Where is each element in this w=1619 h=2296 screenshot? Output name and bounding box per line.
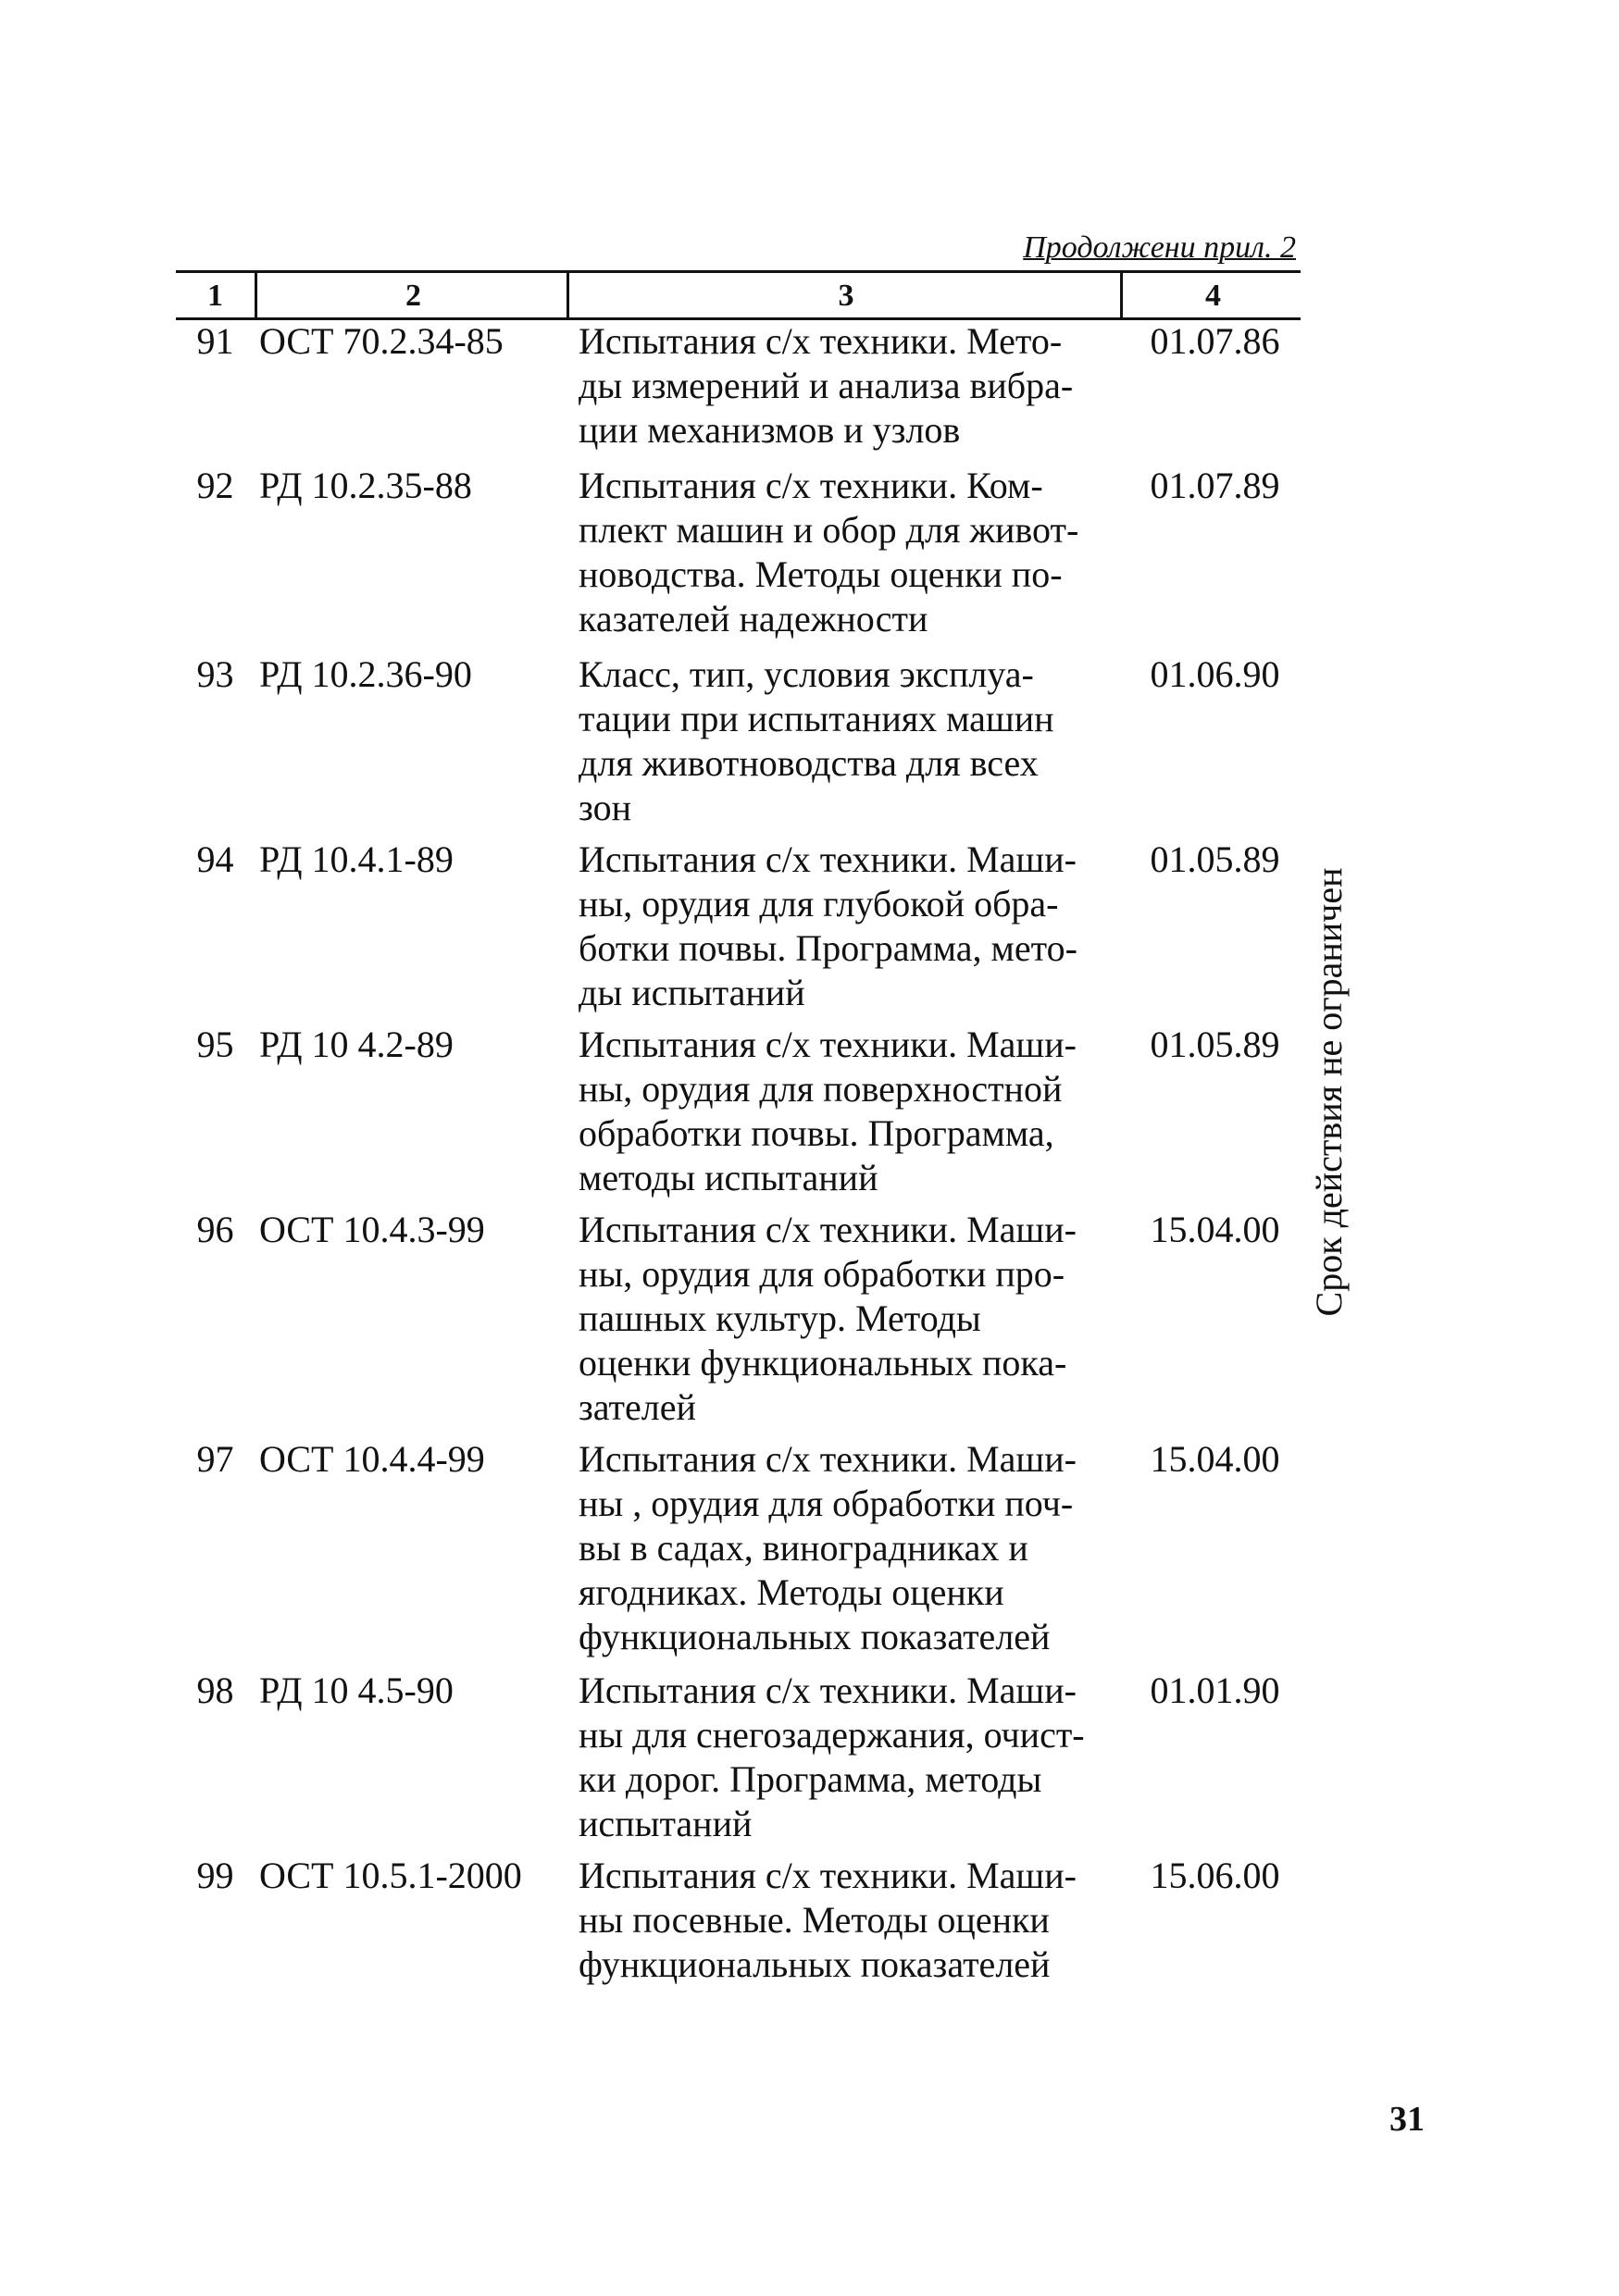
row-number: 94: [196, 838, 234, 880]
title-line: ны , орудия для обработки поч-: [579, 1483, 1074, 1524]
title-line: Испытания с/х техники. Маши-: [579, 1669, 1077, 1711]
document-title: [579, 319, 1129, 453]
title-line: ды измерений и анализа вибра-: [579, 365, 1074, 406]
document-code: ОСТ 70.2.34-85: [259, 320, 504, 362]
row-number: 95: [196, 1024, 234, 1065]
table-header: [176, 270, 1301, 320]
document-title: [579, 1437, 1129, 1659]
title-line: вы в садах, виноградниках и: [579, 1527, 1028, 1569]
title-line: оценки функциональных пока-: [579, 1342, 1067, 1384]
document-title: [579, 838, 1129, 1015]
title-line: ягодниках. Методы оценки: [579, 1571, 1004, 1613]
title-line: функциональных показателей: [579, 1943, 1051, 1985]
document-code: ОСТ 10.5.1-2000: [259, 1855, 522, 1896]
effective-date: 01.06.90: [1150, 653, 1280, 695]
title-line: пашных культур. Методы: [579, 1297, 981, 1339]
title-line: зон: [579, 787, 631, 828]
title-line: Испытания с/х техники. Маши-: [579, 1209, 1077, 1250]
document-code: РД 10.2.35-88: [259, 465, 472, 506]
continuation-label: Продолжени прил. 2: [1023, 230, 1296, 265]
row-number: 98: [196, 1669, 234, 1711]
effective-date: 01.05.89: [1150, 1024, 1280, 1065]
page-number: 31: [1389, 2100, 1425, 2139]
document-title: [579, 1208, 1129, 1430]
title-line: Испытания с/х техники. Маши-: [579, 1855, 1077, 1896]
document-title: [579, 1669, 1129, 1846]
effective-date: 15.06.00: [1150, 1855, 1280, 1896]
title-line: Класс, тип, условия эксплуа-: [579, 653, 1034, 695]
effective-date: 01.05.89: [1150, 838, 1280, 880]
effective-date: 15.04.00: [1150, 1209, 1280, 1250]
title-line: испытаний: [579, 1803, 753, 1844]
header-col-3: 3: [567, 273, 1123, 317]
title-line: методы испытаний: [579, 1157, 878, 1198]
title-line: ки дорог. Программа, методы: [579, 1758, 1042, 1800]
title-line: плект машин и обор для живот-: [579, 509, 1079, 551]
title-line: ны для снегозадержания, очист-: [579, 1714, 1085, 1756]
row-number: 99: [196, 1855, 234, 1896]
row-number: 96: [196, 1209, 234, 1250]
validity-side-note: Срок действия не ограничен: [1308, 867, 1350, 1317]
row-number: 97: [196, 1438, 234, 1480]
title-line: Испытания с/х техники. Маши-: [579, 1024, 1077, 1065]
header-col-2: 2: [255, 273, 569, 317]
document-title: [579, 652, 1129, 830]
document-title: [579, 1023, 1129, 1200]
document-code: РД 10.2.36-90: [259, 653, 472, 695]
effective-date: 15.04.00: [1150, 1438, 1280, 1480]
row-number: 93: [196, 653, 234, 695]
document-code: РД 10.4.1-89: [259, 838, 454, 880]
title-line: ны посевные. Методы оценки: [579, 1899, 1050, 1941]
effective-date: 01.07.86: [1150, 320, 1280, 362]
title-line: зателей: [579, 1386, 696, 1428]
title-line: новодства. Методы оценки по-: [579, 553, 1063, 595]
effective-date: 01.01.90: [1150, 1669, 1280, 1711]
title-line: для животноводства для всех: [579, 742, 1039, 784]
document-code: РД 10 4.2-89: [259, 1024, 454, 1065]
header-col-1: 1: [207, 279, 223, 313]
title-line: Испытания с/х техники. Мето-: [579, 320, 1063, 362]
document-title: [579, 464, 1129, 641]
title-line: ны, орудия для поверхностной: [579, 1068, 1063, 1110]
title-line: обработки почвы. Программа,: [579, 1112, 1054, 1154]
title-line: ны, орудия для глубокой обра-: [579, 883, 1059, 925]
document-code: РД 10 4.5-90: [259, 1669, 454, 1711]
title-line: Испытания с/х техники. Маши-: [579, 838, 1077, 880]
document-code: ОСТ 10.4.3-99: [259, 1209, 485, 1250]
header-col-4: 4: [1120, 273, 1303, 317]
document-code: ОСТ 10.4.4-99: [259, 1438, 485, 1480]
title-line: ботки почвы. Программа, мето-: [579, 927, 1077, 969]
title-line: функциональных показателей: [579, 1616, 1051, 1657]
effective-date: 01.07.89: [1150, 465, 1280, 506]
title-line: ды испытаний: [579, 972, 805, 1013]
title-line: тации при испытаниях машин: [579, 698, 1054, 739]
document-title: [579, 1854, 1129, 1987]
title-line: казателей надежности: [579, 598, 928, 639]
title-line: ции механизмов и узлов: [579, 409, 961, 451]
title-line: ны, орудия для обработки про-: [579, 1253, 1065, 1295]
title-line: Испытания с/х техники. Ком-: [579, 465, 1043, 506]
row-number: 91: [196, 320, 234, 362]
row-number: 92: [196, 465, 234, 506]
title-line: Испытания с/х техники. Маши-: [579, 1438, 1077, 1480]
